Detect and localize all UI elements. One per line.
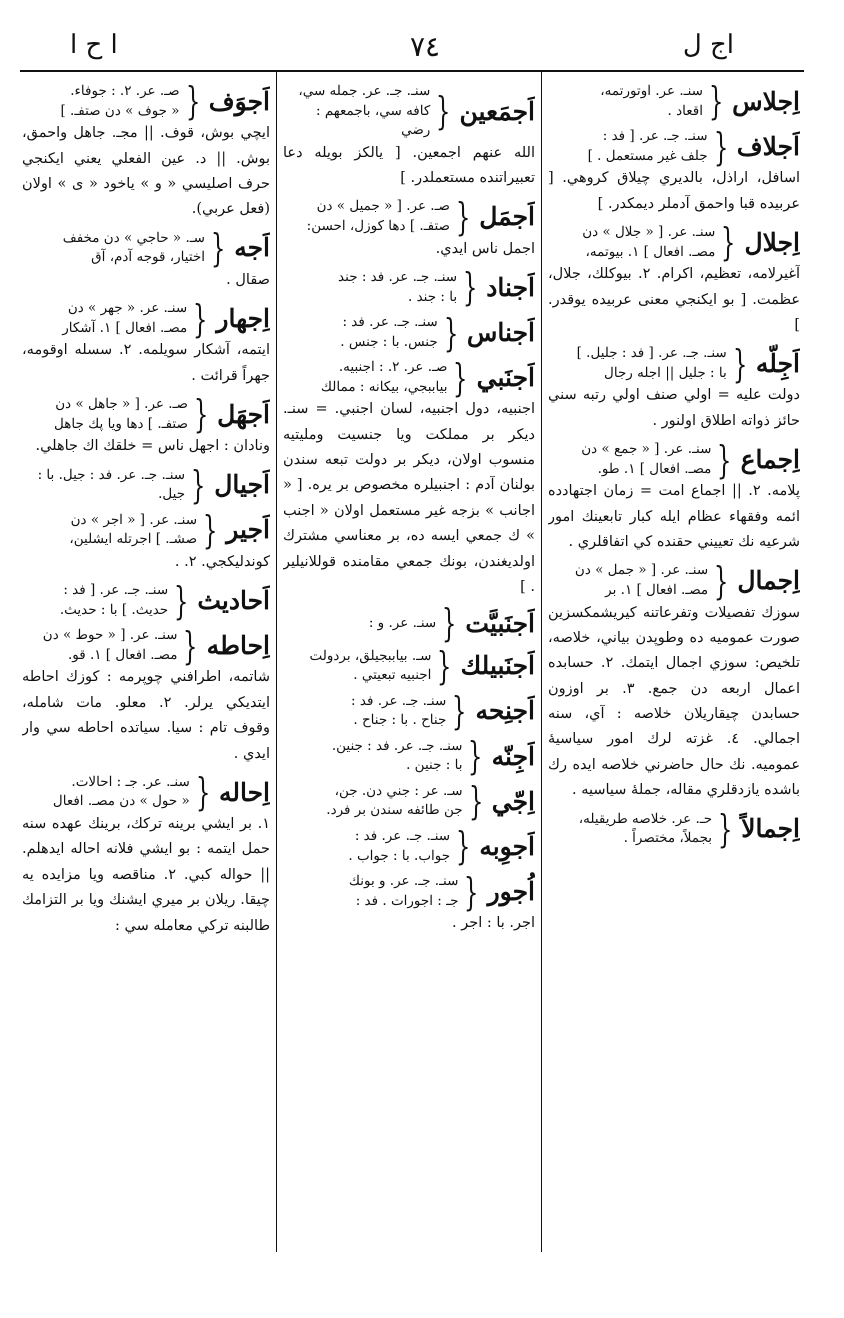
entry-definition: سوزك تفصيلات وتفرعاتنه كيريشمكسزين صورت عموميه ده وطوپدن بياني، خلاصه، تلخيص: سوزي اجمال ايتمك. ٢. حسابده اعمال اربعه دن جمع. ٣. بر اوزون حسابدن چيقاريلان خلاصه : آي، سنه اجمالي. ٤. غزته لرك امور سياسيهٔ عموميه. نك حال حاضرني خلاصه ايده رك باشده يازدقلري مقاله، جملهٔ سياسيه . bbox=[548, 604, 800, 799]
entry-head bbox=[22, 82, 270, 124]
entry-headword: اَجنَبيَّت bbox=[465, 608, 535, 638]
brace-glyph: { bbox=[468, 734, 483, 779]
entry-headword: اَجنِحه bbox=[475, 696, 535, 726]
brace-glyph: { bbox=[714, 558, 729, 603]
entry-grammar-note: حـ. عر. خلاصه طريقيله، بجملاً، مختصراً . bbox=[578, 810, 713, 847]
entry-headword: اَجمَل bbox=[479, 202, 535, 232]
entry-headword: اَجِلّه bbox=[755, 349, 800, 379]
dictionary-entry bbox=[548, 124, 800, 217]
dictionary-entry bbox=[283, 869, 535, 937]
brace-glyph: { bbox=[713, 124, 728, 169]
entry-headword: اِجهار bbox=[216, 303, 270, 333]
entry-head bbox=[548, 437, 800, 482]
dictionary-entry bbox=[283, 601, 535, 646]
entry-grammar-note: سنـ. جـ. عر. فد : جناح . با : جناح . bbox=[351, 692, 447, 729]
brace-glyph: { bbox=[717, 806, 733, 851]
entry-grammar-note: سنـ. عر. [ « اجر » دن صشـ. ] اجرتله ايشلين، bbox=[69, 511, 198, 548]
brace-glyph: { bbox=[195, 770, 211, 815]
brace-glyph: { bbox=[436, 89, 451, 134]
header-right-letters: اج ل bbox=[682, 30, 734, 60]
entry-definition: پلامه. ٢. || اجماع امت = زمان اجتهادده ائمه وفقهاء عظام ايله كبار تابعينك امور شرعيه نك تعييني حقنده كي اتفاقلري . bbox=[548, 483, 800, 550]
entry-head bbox=[283, 779, 535, 824]
brace-glyph: { bbox=[183, 623, 198, 668]
page-number: ٧٤ bbox=[409, 30, 441, 63]
brace-glyph: { bbox=[193, 392, 209, 437]
entry-grammar-note: صـ. عر. ٢. : جوفاء. « جوف » دن صتفـ. ] bbox=[60, 83, 180, 119]
entry-headword: اِجلال bbox=[744, 227, 800, 257]
dictionary-entry bbox=[22, 392, 270, 460]
brace-glyph: { bbox=[468, 779, 483, 824]
brace-glyph: { bbox=[202, 508, 218, 553]
entry-headword: اَجوِبه bbox=[479, 831, 535, 861]
entry-definition: كوندليكجي. ٢. . bbox=[174, 553, 270, 570]
dictionary-entry bbox=[22, 770, 270, 939]
entry-head bbox=[22, 296, 270, 341]
brace-glyph: { bbox=[717, 437, 732, 482]
dictionary-entry bbox=[22, 82, 270, 223]
entry-headword: اَجيال bbox=[214, 470, 270, 500]
brace-glyph: { bbox=[173, 578, 189, 623]
brace-glyph: { bbox=[455, 194, 471, 239]
entry-grammar-note: سنـ. عر. [ « جمع » دن مصـ. افعال ] ١. طو. bbox=[581, 441, 712, 477]
entry-head bbox=[22, 392, 270, 437]
entry-grammar-note: سـ. بياببجيلق، بردولت اجنبيه تبعيتي . bbox=[309, 647, 432, 684]
dictionary-entry bbox=[22, 578, 270, 623]
entry-headword: اَجلاف bbox=[736, 131, 800, 161]
entry-head bbox=[283, 869, 535, 914]
entry-head bbox=[548, 82, 800, 124]
entry-headword: اِجلاس bbox=[732, 86, 800, 116]
brace-glyph: { bbox=[193, 296, 208, 341]
entry-head bbox=[283, 824, 535, 869]
entry-headword: اَجه bbox=[234, 233, 270, 263]
entry-definition: ايچي بوش، قوف. || مجـ. جاهل واحمق، بوش. || د. عين الفعلي يعني ايكنجي حرف اصليسي « و » ياخود « ى » اولان (فعل عربي). bbox=[22, 125, 270, 218]
entry-headword: اَجهَل bbox=[217, 399, 270, 429]
entry-definition: صقال . bbox=[226, 271, 270, 288]
brace-glyph: { bbox=[190, 462, 206, 507]
entry-grammar-note: سنـ. عر. [ « جلال » دن مصـ. افعال ] ١. بيوتمه، bbox=[582, 224, 716, 260]
dictionary-entry bbox=[22, 296, 270, 389]
entry-grammar-note: صـ. عر. [ « جاهل » دن صتفـ. ] دها ويا پك جاهل bbox=[54, 396, 188, 432]
entry-head bbox=[548, 341, 800, 386]
brace-glyph: { bbox=[708, 82, 724, 124]
entry-head bbox=[283, 643, 535, 688]
dictionary-entry bbox=[283, 355, 535, 600]
brace-glyph: { bbox=[453, 355, 468, 400]
entry-grammar-note: سنـ. جـ. عر. فد : جواب. با : جواب . bbox=[348, 828, 451, 864]
entry-grammar-note: سنـ. جـ. عر. فد : جنس. با : جنس . bbox=[340, 314, 438, 350]
dictionary-entry bbox=[22, 623, 270, 767]
column-right bbox=[548, 82, 800, 1252]
entry-grammar-note: سنـ. جـ. عر. و بونك جـ : اجورات . فد : bbox=[348, 873, 459, 909]
entry-grammar-note: سـ. « حاجي » دن مخفف اختيار، قوجه آدم، آق bbox=[62, 229, 205, 266]
entry-headword: اَجنَبيلك bbox=[460, 651, 535, 681]
brace-glyph: { bbox=[462, 265, 478, 310]
entry-headword: اِجمالاً bbox=[741, 814, 800, 844]
dictionary-entry bbox=[283, 82, 535, 191]
brace-glyph: { bbox=[437, 643, 452, 688]
entry-grammar-note: سنـ. جـ. عر. فد : جند با : جند . bbox=[338, 268, 458, 305]
column-middle bbox=[283, 82, 535, 1252]
entry-head bbox=[22, 462, 270, 507]
entry-head bbox=[22, 770, 270, 815]
column-separator-right bbox=[541, 72, 542, 1252]
entry-definition: ايتمه، آشكار سويلمه. ٢. سسله اوقومه، جهراً قرائت . bbox=[22, 342, 270, 384]
entry-head bbox=[548, 806, 800, 851]
brace-glyph: { bbox=[452, 689, 467, 734]
brace-glyph: { bbox=[185, 82, 200, 124]
dictionary-entry bbox=[548, 437, 800, 555]
brace-glyph: { bbox=[210, 226, 226, 271]
entry-headword: اَجوَف bbox=[208, 86, 270, 116]
dictionary-entry bbox=[283, 734, 535, 779]
entry-head bbox=[283, 194, 535, 239]
dictionary-entry bbox=[283, 310, 535, 355]
entry-grammar-note: صـ. عر. [ « جميل » دن صتفـ. ] دها كوزل، احسن: bbox=[306, 198, 451, 234]
entry-grammar-note: سنـ. عر. اوتورتمه، اقعاد . bbox=[600, 83, 703, 119]
entry-head bbox=[283, 689, 535, 734]
entry-definition: شاتمه، اطرافني چوپرمه : كوزك احاطه ايتديكي يرلر. ٢. معلو. مات شامله، وقوف تام : سيا. سياتده احاطه سي وار ايدي . bbox=[22, 669, 270, 762]
dictionary-entry bbox=[548, 806, 800, 851]
entry-grammar-note: سنـ. جـ. عر. [ فد : جليل. ] با : جليل || اجله رجال bbox=[576, 345, 727, 381]
dictionary-entry bbox=[283, 689, 535, 734]
entry-head bbox=[548, 124, 800, 169]
entry-headword: اَجنَبي bbox=[476, 363, 535, 392]
entry-head bbox=[22, 226, 270, 271]
entry-headword: اِحاله bbox=[218, 777, 270, 807]
dictionary-entry bbox=[22, 226, 270, 294]
dictionary-entry bbox=[548, 341, 800, 434]
entry-definition: آغيرلامه، تعظيم، اكرام. ٢. بيوكلك، جلال، عظمت. [ بو ايكنجي معنى عربيده يوقدر. ] bbox=[548, 266, 800, 333]
dictionary-entry bbox=[22, 462, 270, 507]
brace-glyph: { bbox=[443, 310, 459, 355]
entry-definition: دولت عليه = اولي صنف اولي رتبه سني حائز ذواته اطلاق اولنور . bbox=[548, 387, 800, 429]
brace-glyph: { bbox=[442, 601, 457, 646]
entry-grammar-note: سنـ. عر. « جهر » دن مصـ. افعال ] ١. آشكار bbox=[62, 300, 188, 336]
entry-head bbox=[283, 265, 535, 310]
entry-grammar-note: سنـ. جـ. عر. [ فد : حديث. ] با : حديث. bbox=[59, 582, 169, 618]
entry-headword: اَحاديث bbox=[197, 585, 270, 615]
entry-head bbox=[548, 220, 800, 265]
entry-head bbox=[22, 623, 270, 668]
entry-grammar-note: سنـ. جـ. عر. جمله سي، كافه سي، باجمعهم : رضي bbox=[298, 83, 431, 139]
entry-grammar-note: سنـ. عر. [ « حوط » دن مصـ. افعال ] ١. قو. bbox=[42, 627, 178, 663]
header-rule bbox=[20, 70, 804, 72]
entry-grammar-note: سنـ. عر. و : bbox=[368, 614, 437, 631]
entry-grammar-note: سنـ. عر. جـ : احالات. « حول » دن مصـ. افعال bbox=[52, 773, 190, 810]
entry-head bbox=[283, 355, 535, 400]
column-separator-left bbox=[276, 72, 277, 1252]
entry-head bbox=[283, 601, 535, 646]
entry-grammar-note: سنـ. جـ. عر. فد : جيل. با : جيل. bbox=[37, 466, 186, 503]
entry-definition: ونادان : اجهل ناس = خلقك اك جاهلي. bbox=[35, 438, 270, 455]
entry-definition: الله عنهم اجمعين. [ يالكز بويله دعا تعبيراتنده مستعملدر. ] bbox=[283, 144, 535, 187]
brace-glyph: { bbox=[464, 869, 479, 914]
dictionary-entry bbox=[548, 558, 800, 803]
entry-head bbox=[283, 734, 535, 779]
brace-glyph: { bbox=[721, 220, 736, 265]
entry-definition: اجنبيه، دول اجنبيه، لسان اجنبي. = سنـ. ديكر بر مملكت ويا جنسيت ومليتيه منسوب اولان، ديكر بر دولت تبعه سندن بولنان آدم : اجنبيلره مخصوص بر يره. [ « اجانب » بزجه غير مستعمل اولان « اجنب » ك جمعي ايسه ده، بر معناسي مشترك اولديغندن، بونك جمعي مقامنده قوللانيلير . ] bbox=[283, 401, 535, 595]
entry-head bbox=[283, 310, 535, 355]
dictionary-entry bbox=[548, 82, 800, 124]
entry-definition: ١. بر ايشي برينه تركك، برينك عهده سنه حمل ايتمه : بو ايشي فلانه احاله ايدهلم. || حواله كبي. ٢. مناقصه ويا مزايده يه چيقا. ريلان بر ميري ايشنك ويا بر التزامك طالبنه تركي معامله سي : bbox=[22, 816, 270, 934]
entry-headword: اَجناد bbox=[486, 272, 535, 302]
header-left-letters: ا ح ا bbox=[70, 30, 118, 60]
entry-head bbox=[548, 558, 800, 603]
entry-headword: اَجِنّه bbox=[491, 741, 535, 771]
brace-glyph: { bbox=[455, 824, 471, 869]
entry-definition: اجمل ناس ايدي. bbox=[435, 240, 535, 257]
dictionary-entry bbox=[283, 194, 535, 262]
brace-glyph: { bbox=[732, 341, 748, 386]
entry-headword: اِجّي bbox=[491, 786, 535, 816]
column-left bbox=[22, 82, 270, 1252]
dictionary-entry bbox=[283, 779, 535, 824]
entry-head bbox=[22, 578, 270, 623]
dictionary-entry bbox=[548, 220, 800, 338]
dictionary-entry bbox=[283, 265, 535, 310]
entry-headword: اَجناس bbox=[466, 317, 535, 347]
entry-grammar-note: سـ. عر : جني دن. جن، جن طائفه سندن بر فرد. bbox=[326, 782, 463, 819]
entry-headword: اِجماع bbox=[740, 444, 800, 474]
entry-headword: اِحاطه bbox=[206, 631, 270, 661]
entry-headword: اَجير bbox=[226, 515, 270, 545]
entry-definition: اجر. با : اجر . bbox=[452, 915, 535, 932]
entry-grammar-note: سنـ. جـ. عر. [ فد : جلف غير مستعمل . ] bbox=[587, 128, 708, 164]
entry-headword: اُجور bbox=[487, 876, 535, 906]
dictionary-entry bbox=[283, 643, 535, 688]
entry-head bbox=[283, 82, 535, 141]
dictionary-entry bbox=[22, 508, 270, 576]
entry-definition: اسافل، اراذل، بالديري چيلاق كروهي. [ عربيده قبا واحمق آدملر ديمكدر. ] bbox=[548, 170, 800, 212]
entry-grammar-note: صـ. عر. ٢. : اجنبيه. بياببجي، بيكانه : ممالك bbox=[320, 359, 448, 395]
entry-grammar-note: سنـ. جـ. عر. فد : جنين. با : جنين . bbox=[331, 737, 463, 774]
dictionary-entry bbox=[283, 824, 535, 869]
entry-grammar-note: سنـ. عر. [ « جمل » دن مصـ. افعال ] ١. بر bbox=[574, 562, 709, 598]
entry-headword: اِجمال bbox=[737, 566, 800, 596]
entry-headword: اَجمَعين bbox=[459, 96, 535, 126]
entry-head bbox=[22, 508, 270, 553]
